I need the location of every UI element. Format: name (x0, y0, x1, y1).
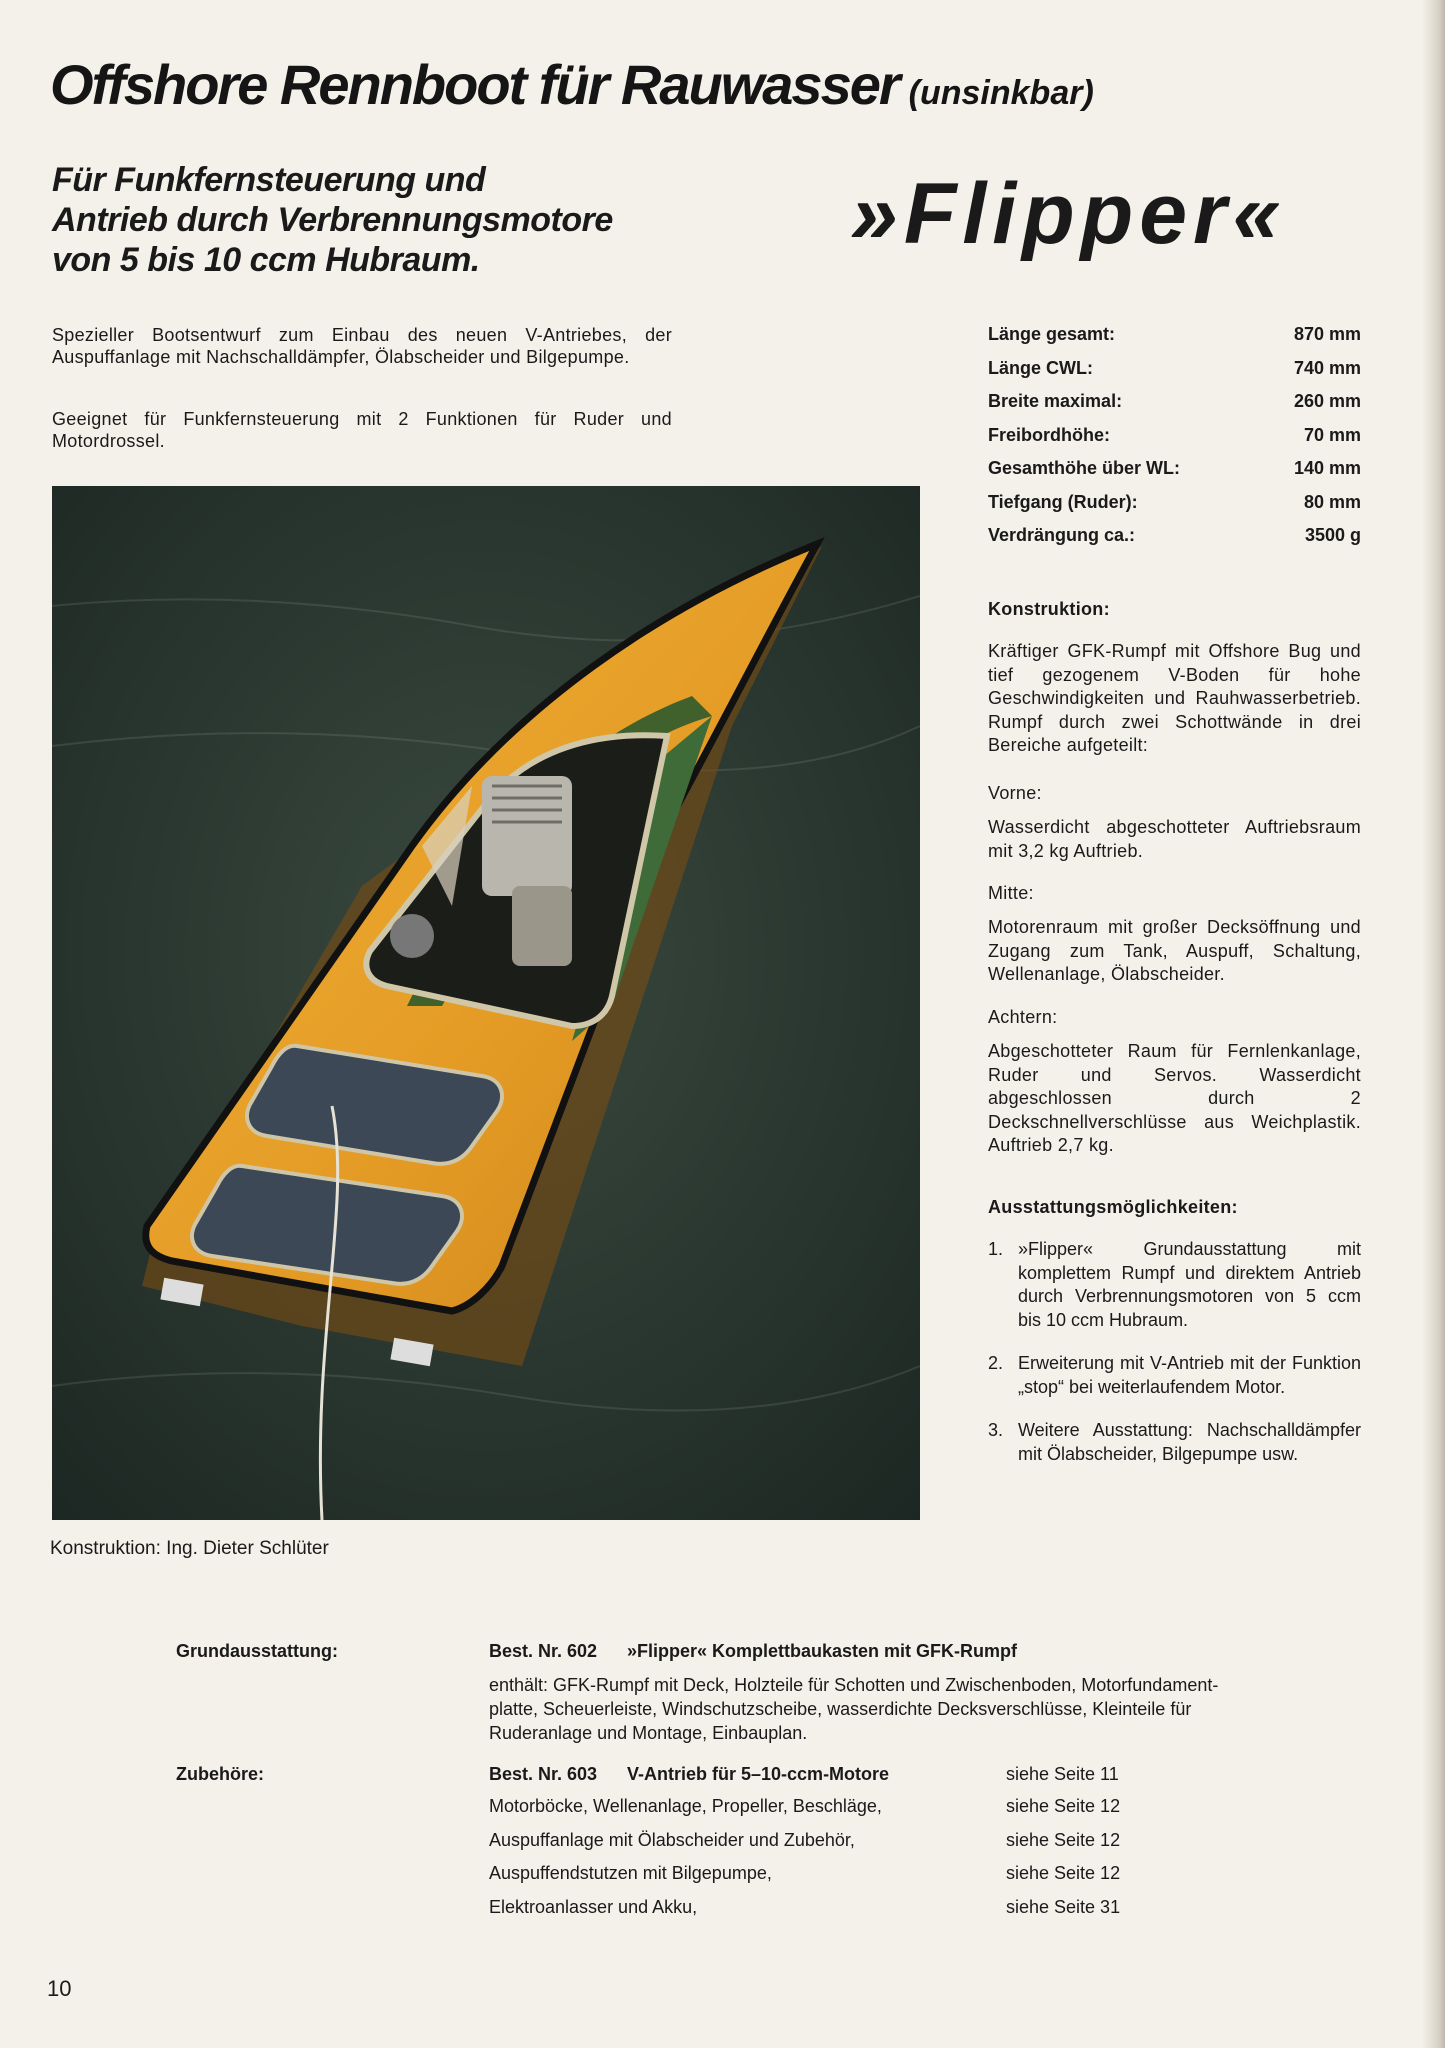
page-number: 10 (47, 1976, 72, 2001)
zub-title: V-Antrieb für 5–10-ccm-Motore (627, 1764, 890, 1784)
spec-label: Gesamthöhe über WL: (988, 458, 1181, 478)
boat-name: »Flipper« (850, 166, 1287, 262)
list-item (988, 1352, 1361, 1399)
list-item-number: 3. (988, 1420, 1004, 1440)
spec-label: Breite maximal: (988, 391, 1123, 411)
spec-value: 740 mm (1293, 357, 1361, 378)
subtitle-line: von 5 bis 10 ccm Hubraum. (52, 241, 480, 279)
spec-label: Länge gesamt: (988, 324, 1116, 344)
grund-line: platte, Scheuerleiste, Windschutzscheibe, wasserdichte Decksverschlüsse, Kleinteile für (489, 1699, 1192, 1719)
zub-item-seite: siehe Seite 31 (1006, 1897, 1121, 1917)
achtern-label: Achtern: (988, 1007, 1058, 1027)
spec-row (988, 525, 1361, 559)
intro-paragraph-2: Geeignet für Funkfernsteuerung mit 2 Funktionen für Ruder und Motordrossel. (52, 409, 672, 451)
grund-line: Ruderanlage und Montage, Einbauplan. (489, 1723, 808, 1743)
spec-table (988, 324, 1361, 559)
list-item-number: 2. (988, 1353, 1004, 1373)
list-item-text: Erweiterung mit V-Antrieb mit der Funktion „stop“ bei weiterlaufendem Motor. (1018, 1353, 1361, 1397)
spec-value: 870 mm (1293, 324, 1361, 344)
spec-row (988, 492, 1361, 526)
spec-value: 80 mm (1303, 491, 1361, 512)
spec-value: 3500 g (1304, 525, 1361, 545)
spec-value: 260 mm (1293, 391, 1361, 411)
zub-item-text: Auspuffanlage mit Ölabscheider und Zubehör, (489, 1830, 855, 1850)
zub-item-text: Motorböcke, Wellenanlage, Propeller, Beschläge, (489, 1796, 882, 1816)
grund-description (489, 1675, 1359, 1747)
zub-item-seite: siehe Seite 12 (1006, 1796, 1121, 1816)
zub-order-number: Best. Nr. 603 (489, 1764, 598, 1784)
list-item-text: »Flipper« Grundausstattung mit komplettem Rumpf und direktem Antrieb durch Verbrennungsmotoren von 5 ccm bis 10 ccm Hubraum. (1018, 1239, 1361, 1330)
ausstattung-list (988, 1238, 1361, 1486)
spec-value: 70 mm (1303, 424, 1361, 445)
boat-photo (52, 486, 920, 1520)
zub-item-text: Auspuffendstutzen mit Bilgepumpe, (489, 1863, 772, 1883)
list-item-text: Weitere Ausstattung: Nachschalldämpfer mit Ölabscheider, Bilgepumpe usw. (1018, 1420, 1361, 1464)
ausstattung-heading: Ausstattungsmöglichkeiten: (988, 1197, 1238, 1217)
spec-row (988, 425, 1361, 459)
list-item-number: 1. (988, 1239, 1004, 1259)
photo-credit: Konstruktion: Ing. Dieter Schlüter (50, 1538, 329, 1559)
spec-label: Tiefgang (Ruder): (988, 491, 1138, 512)
mitte-label: Mitte: (988, 883, 1034, 903)
zub-item-text: Elektroanlasser und Akku, (489, 1897, 698, 1917)
subtitle-line: Antrieb durch Verbrennungsmotore (52, 201, 613, 239)
spec-row (988, 358, 1361, 392)
zubehoere-label: Zubehöre: (176, 1764, 264, 1784)
intro-paragraph-1: Spezieller Bootsentwurf zum Einbau des neuen V-Antriebes, der Auspuffanlage mit Nachschalldämpfer, Ölabscheider und Bilgepumpe. (52, 325, 672, 367)
zub-item-seite: siehe Seite 12 (1006, 1863, 1121, 1883)
zub-seite: siehe Seite 11 (1006, 1764, 1119, 1784)
mitte-text: Motorenraum mit großer Decksöffnung und Zugang zum Tank, Auspuff, Schaltung, Wellenanlage, Ölabscheider. (988, 917, 1361, 984)
spec-row (988, 458, 1361, 492)
subtitle (52, 160, 692, 280)
page-title (50, 52, 1094, 117)
spec-label: Länge CWL: (988, 357, 1093, 378)
subtitle-line: Für Funkfernsteuerung und (52, 161, 486, 199)
vorne-label: Vorne: (988, 783, 1042, 803)
spec-row (988, 391, 1361, 425)
grundausstattung-label: Grundausstattung: (176, 1641, 338, 1661)
page-title-text: Offshore Rennboot für Rauwasser (50, 53, 899, 116)
grund-title: »Flipper« Komplettbaukasten mit GFK-Rumpf (627, 1641, 1018, 1661)
zub-item-seite: siehe Seite 12 (1006, 1830, 1121, 1850)
spec-label: Verdrängung ca.: (988, 525, 1136, 545)
list-item (988, 1419, 1361, 1466)
konstruktion-heading: Konstruktion: (988, 599, 1110, 619)
list-item (988, 1238, 1361, 1332)
spec-value: 140 mm (1293, 458, 1361, 478)
konstruktion-text: Kräftiger GFK-Rumpf mit Offshore Bug und tief gezogenem V-Boden für hohe Geschwindigkeiten und Rauhwasserbetrieb. Rumpf durch zwei Schottwände in drei Bereiche aufgeteilt: (988, 641, 1361, 755)
page-binding-edge (1422, 0, 1445, 2048)
page-title-suffix: (unsinkbar) (908, 74, 1094, 112)
spec-row (988, 324, 1361, 358)
spec-label: Freibordhöhe: (988, 424, 1110, 445)
vorne-text: Wasserdicht abgeschotteter Auftriebsraum mit 3,2 kg Auftrieb. (988, 817, 1361, 861)
grund-line: enthält: GFK-Rumpf mit Deck, Holzteile für Schotten und Zwischenboden, Motorfundament- (489, 1675, 1219, 1695)
achtern-text: Abgeschotteter Raum für Fernlenkanlage, Ruder und Servos. Wasserdicht abgeschlossen durch 2 Deckschnellverschlüsse aus Weichplastik. Auftrieb 2,7 kg. (988, 1041, 1361, 1155)
grund-order-number: Best. Nr. 602 (489, 1641, 598, 1661)
